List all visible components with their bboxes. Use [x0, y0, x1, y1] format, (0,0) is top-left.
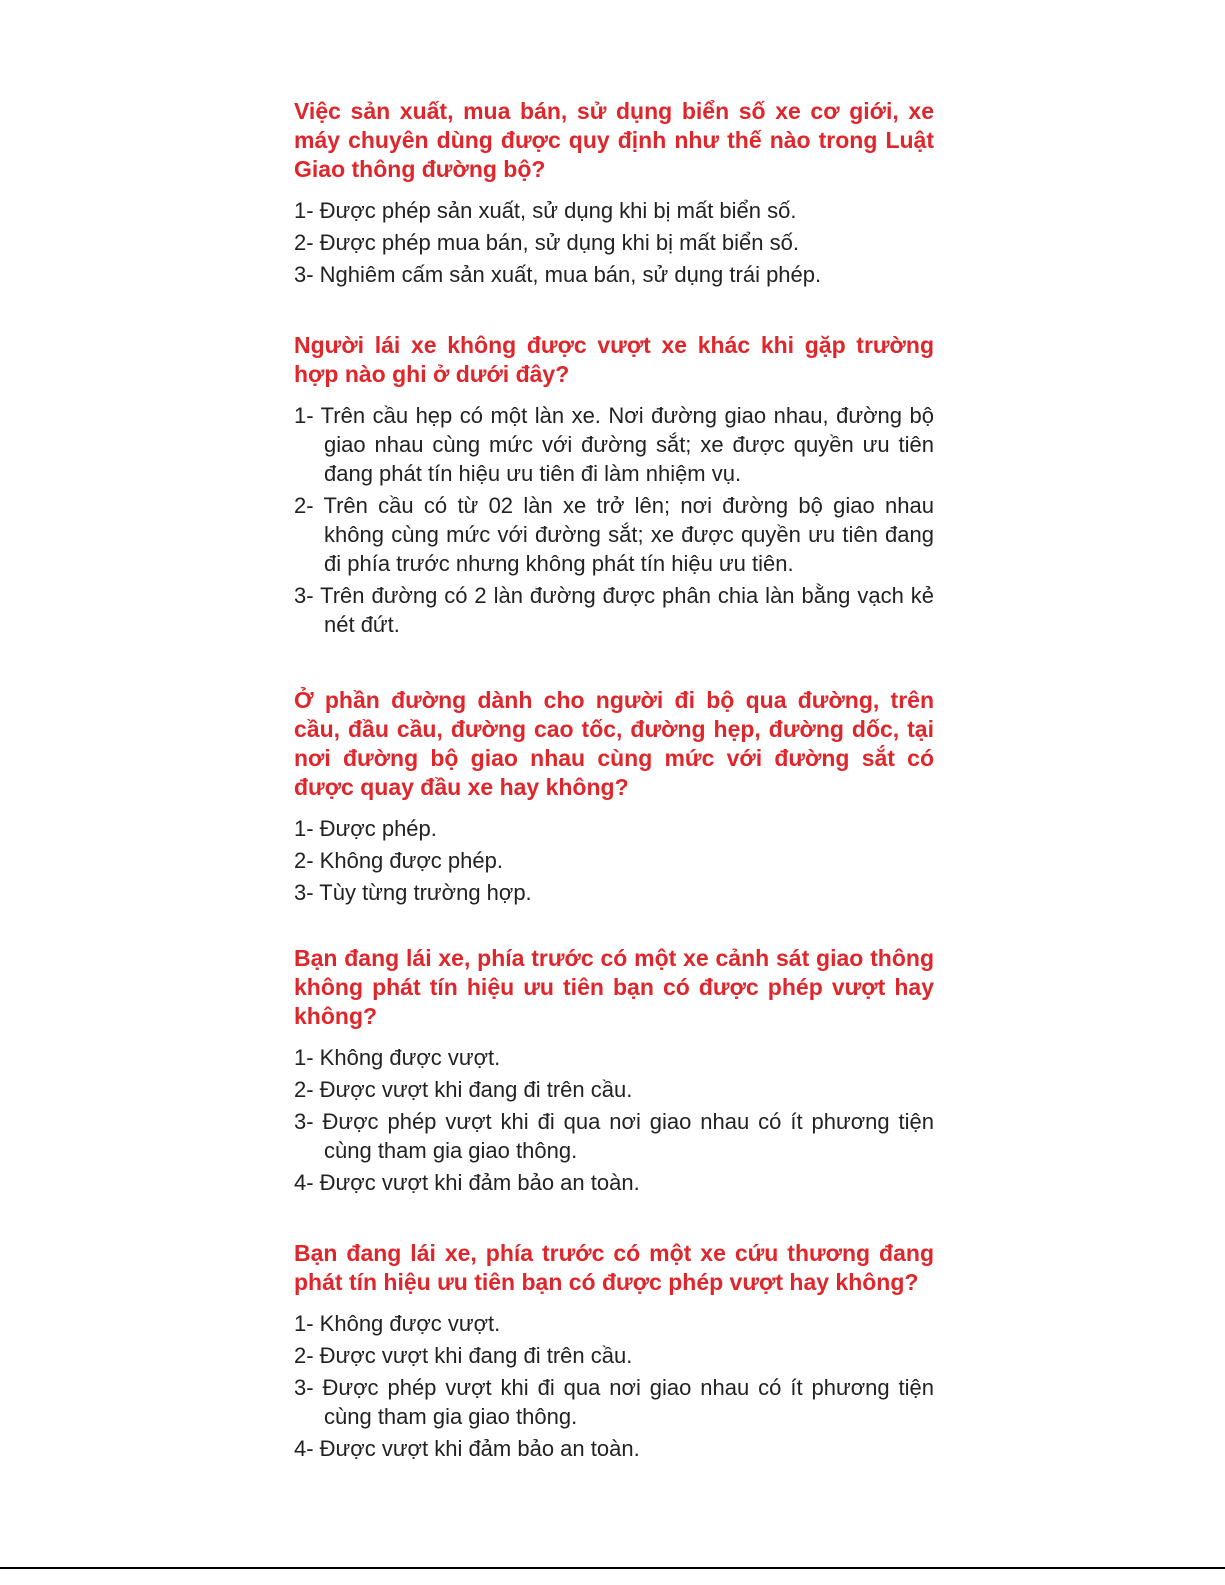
answer-item: 3- Nghiêm cấm sản xuất, mua bán, sử dụng trái phép.	[294, 262, 822, 287]
answer-list	[294, 401, 934, 639]
answer-item: 3- Được phép vượt khi đi qua nơi giao nhau có ít phương tiện cùng tham gia giao thông.	[294, 1375, 934, 1429]
question-title: Việc sản xuất, mua bán, sử dụng biển số xe cơ giới, xe máy chuyên dùng được quy định như thế nào trong Luật Giao thông đường bộ?	[294, 98, 934, 182]
question-4	[294, 944, 934, 1200]
question-title: Người lái xe không được vượt xe khác khi gặp trường hợp nào ghi ở dưới đây?	[294, 332, 934, 387]
answer-list	[294, 1043, 934, 1197]
answer-item: 2- Được vượt khi đang đi trên cầu.	[294, 1077, 633, 1102]
question-2	[294, 331, 934, 642]
answer-item: 1- Không được vượt.	[294, 1045, 501, 1070]
page-bottom-rule	[0, 1567, 1225, 1569]
answer-item: 3- Được phép vượt khi đi qua nơi giao nhau có ít phương tiện cùng tham gia giao thông.	[294, 1109, 934, 1163]
question-3	[294, 686, 934, 910]
answer-item: 1- Trên cầu hẹp có một làn xe. Nơi đường giao nhau, đường bộ giao nhau cùng mức với đường sắt; xe được quyền ưu tiên đang phát tín hiệu ưu tiên đi làm nhiệm vụ.	[294, 403, 934, 486]
answer-item: 3- Tùy từng trường hợp.	[294, 880, 532, 905]
answer-item: 4- Được vượt khi đảm bảo an toàn.	[294, 1170, 640, 1195]
answer-item: 2- Trên cầu có từ 02 làn xe trở lên; nơi đường bộ giao nhau không cùng mức với đường sắt; xe được quyền ưu tiên đang đi phía trước nhưng không phát tín hiệu ưu tiên.	[294, 493, 934, 576]
answer-item: 4- Được vượt khi đảm bảo an toàn.	[294, 1436, 640, 1461]
answer-list	[294, 196, 934, 289]
answer-item: 3- Trên đường có 2 làn đường được phân chia làn bằng vạch kẻ nét đứt.	[294, 583, 934, 637]
question-5	[294, 1239, 934, 1466]
answer-item: 1- Được phép.	[294, 816, 437, 841]
answer-item: 1- Được phép sản xuất, sử dụng khi bị mất biển số.	[294, 198, 797, 223]
answer-list	[294, 1309, 934, 1463]
answer-item: 2- Được phép mua bán, sử dụng khi bị mất biển số.	[294, 230, 799, 255]
answer-item: 1- Không được vượt.	[294, 1311, 501, 1336]
question-title: Bạn đang lái xe, phía trước có một xe cảnh sát giao thông không phát tín hiệu ưu tiên bạn có được phép vượt hay không?	[294, 945, 934, 1029]
answer-item: 2- Không được phép.	[294, 848, 503, 873]
question-title: Ở phần đường dành cho người đi bộ qua đường, trên cầu, đầu cầu, đường cao tốc, đường hẹp, đường dốc, tại nơi đường bộ giao nhau cùng mức với đường sắt có được quay đầu xe hay không?	[294, 687, 934, 800]
answer-item: 2- Được vượt khi đang đi trên cầu.	[294, 1343, 633, 1368]
answer-list	[294, 814, 934, 907]
question-1	[294, 97, 934, 292]
question-title: Bạn đang lái xe, phía trước có một xe cứu thương đang phát tín hiệu ưu tiên bạn có được phép vượt hay không?	[294, 1240, 934, 1295]
